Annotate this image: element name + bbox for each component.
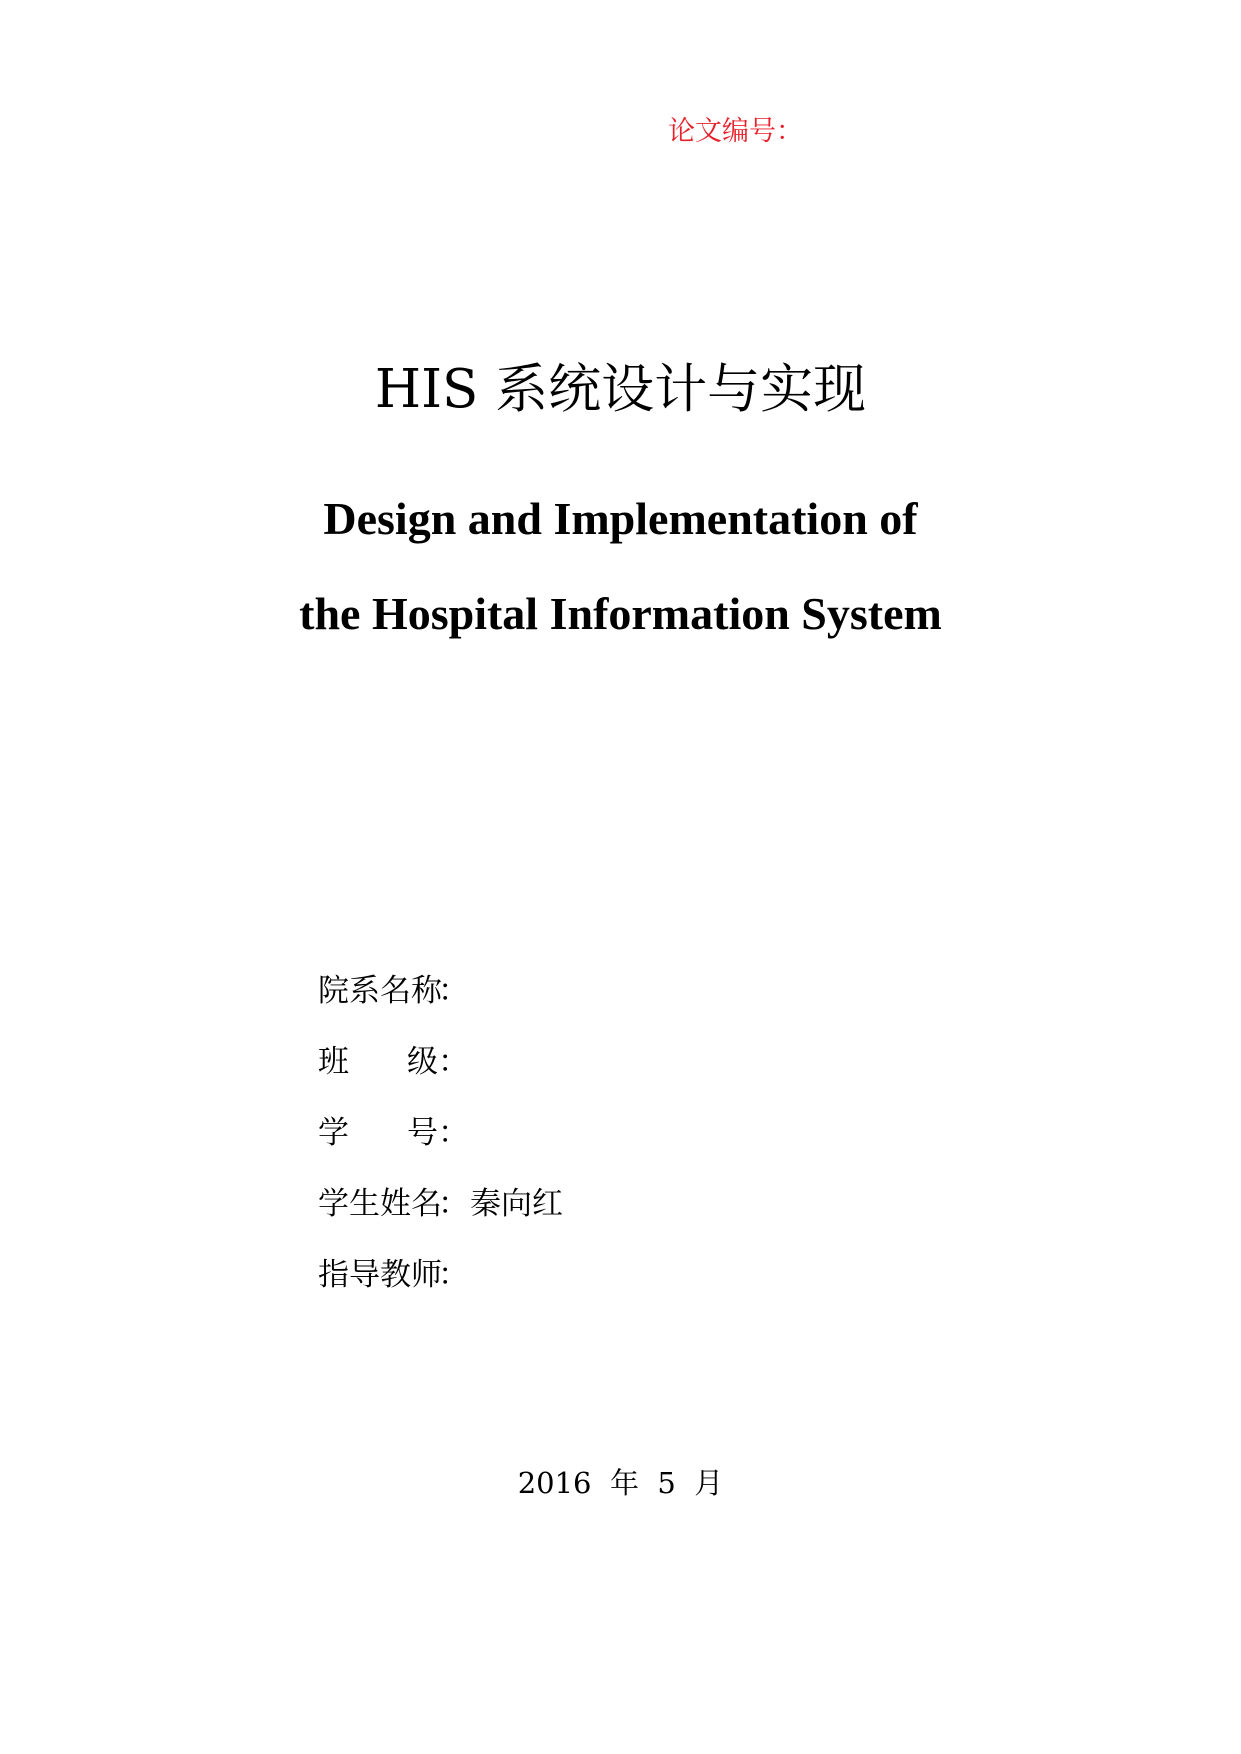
student-name-colon: ：	[438, 1185, 469, 1222]
info-row-advisor	[318, 1239, 1018, 1310]
english-title-line-1: Design and Implementation of	[323, 493, 918, 544]
english-title-line-2: the Hospital Information System	[299, 588, 942, 639]
student-id-label: 学号	[318, 1114, 438, 1151]
student-name-label: 学生姓名	[318, 1185, 442, 1222]
info-row-department	[318, 955, 1018, 1026]
info-row-student-name	[318, 1168, 1018, 1239]
thesis-number-label: 论文编号：	[668, 116, 803, 147]
submission-date: 2016 年 5 月	[517, 1466, 724, 1500]
student-id-colon: ：	[438, 1114, 469, 1151]
advisor-label: 指导教师	[318, 1256, 442, 1293]
department-colon: ：	[438, 972, 469, 1009]
student-info-list	[318, 955, 1018, 1310]
info-row-class	[318, 1026, 1018, 1097]
chinese-title: HIS 系统设计与实现	[374, 359, 867, 420]
department-label: 院系名称	[318, 972, 442, 1009]
class-colon: ：	[438, 1043, 469, 1080]
student-name-value: 秦向红	[470, 1185, 563, 1222]
class-label: 班级	[318, 1043, 438, 1080]
info-row-student-id	[318, 1097, 1018, 1168]
advisor-colon: ：	[438, 1256, 469, 1293]
